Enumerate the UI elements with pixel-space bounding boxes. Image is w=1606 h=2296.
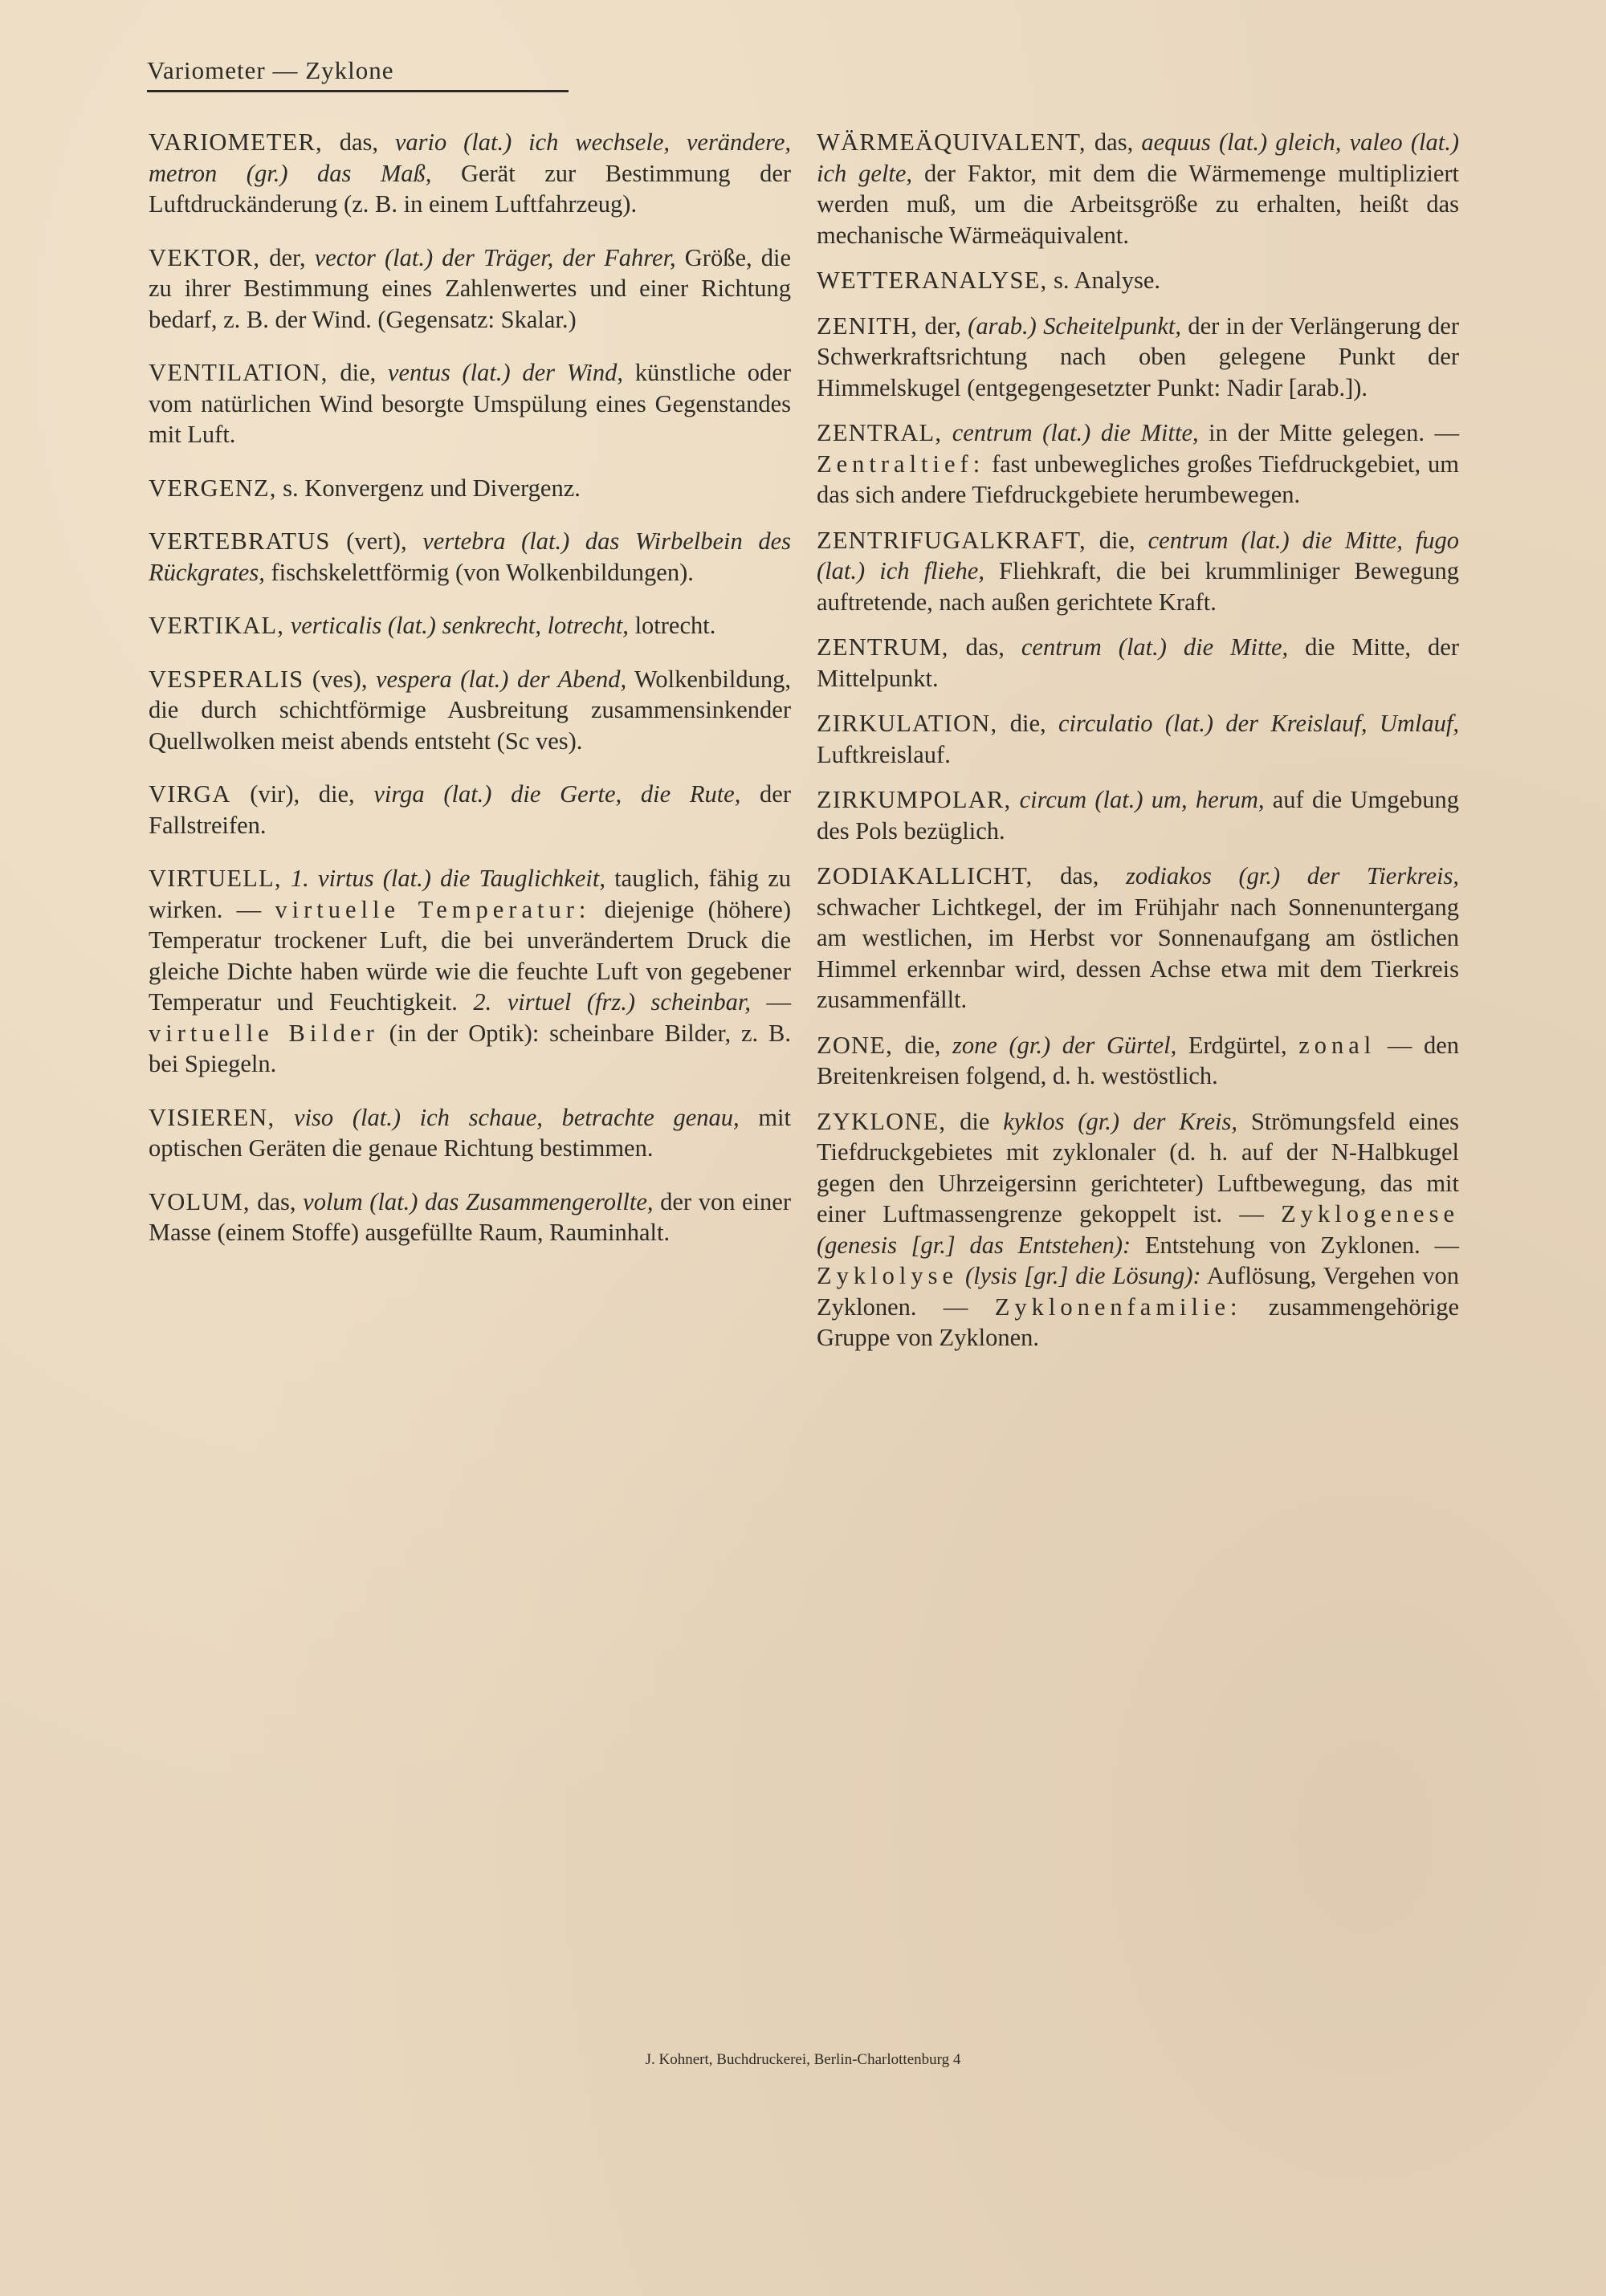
entry-zentrifugalkraft (817, 525, 1459, 618)
definition: künstliche oder vom natürlichen Wind besorgte Umspülung eines Gegenstandes mit Luft. (149, 359, 791, 448)
spaced-term: virtuelle Temperatur: (275, 895, 591, 923)
entry-vertebratus (149, 526, 791, 588)
headword: VARIOMETER, (149, 128, 323, 156)
entry-text: das, (322, 128, 395, 156)
entry-text: das, (1086, 128, 1142, 156)
entry-text (1011, 786, 1019, 813)
headword: ZENTRAL, (817, 419, 943, 446)
entry-text: (ves), (304, 665, 376, 693)
entry-ventilation (149, 357, 791, 450)
headword: VOLUM, (149, 1187, 251, 1215)
etymology: (lysis [gr.] die Lösung): (958, 1262, 1201, 1289)
headword: ZIRKULATION, (817, 710, 998, 737)
etymology: verticalis (lat.) senkrecht, lotrecht, (290, 612, 629, 639)
entry-text: der, (260, 243, 315, 271)
definition: Wolkenbildung, die durch schichtförmige Ausbreitung zusammensinkender Quellwolken meist abends entsteht (Sc ves). (149, 665, 791, 755)
entry-zentrum (817, 632, 1459, 694)
definition: auf die Umgebung des Pols bezüglich. (817, 786, 1459, 845)
entry-zyklone (817, 1106, 1459, 1354)
etymology: ventus (lat.) der Wind, (387, 359, 624, 386)
entry-text (282, 865, 291, 892)
headword: VISIEREN, (149, 1103, 275, 1131)
etymology: kyklos (gr.) der Kreis, (1003, 1107, 1237, 1135)
definition: mit optischen Geräten die genaue Richtung bestimmen. (149, 1103, 791, 1162)
entry-zirkumpolar (817, 784, 1459, 846)
definition: der Fallstreifen. (149, 780, 791, 839)
headword: ZIRKUMPOLAR, (817, 786, 1012, 813)
entry-zentral (817, 417, 1459, 511)
definition: tauglich, fähig zu wirken. — (149, 865, 792, 923)
spaced-term: Zyklonenfamilie: (994, 1293, 1242, 1321)
definition: zusammengehörige Gruppe von Zyklonen. (817, 1293, 1459, 1351)
entry-virtuell (149, 863, 791, 1080)
etymology: (genesis [gr.] das Entstehen): (817, 1231, 1131, 1259)
etymology: circum (lat.) um, herum, (1019, 786, 1265, 813)
headword: VENTILATION, (149, 359, 328, 386)
headword: ZENTRUM, (817, 633, 949, 661)
headword: ZENTRIFUGALKRAFT, (817, 526, 1086, 554)
entry-text: (vir), die, (230, 780, 374, 808)
entry-variometer (149, 127, 791, 220)
etymology: 2. virtuel (frz.) scheinbar, (473, 988, 752, 1016)
headword: VERTEBRATUS (149, 527, 331, 555)
headword: ZENITH, (817, 311, 919, 340)
etymology: aequus (lat.) gleich, valeo (lat.) ich gelte, (817, 128, 1459, 187)
etymology: volum (lat.) das Zusammengerollte, (303, 1187, 654, 1215)
headword: ZODIAKALLICHT, (817, 862, 1033, 889)
definition: Luftkreislauf. (817, 740, 951, 768)
spaced-term: virtuelle Bilder (149, 1019, 379, 1047)
definition: in der Mitte gelegen. — (1198, 419, 1459, 446)
entry-visieren (149, 1102, 791, 1164)
printer-imprint: J. Kohnert, Buchdruckerei, Berlin-Charlottenburg 4 (645, 2051, 961, 2068)
entry-text: die, (1086, 526, 1148, 554)
entry-text: der, (918, 311, 968, 340)
definition: die Mitte, der Mittelpunkt. (817, 633, 1459, 692)
etymology: circulatio (lat.) der Kreislauf, Umlauf, (1058, 710, 1459, 737)
entry-vertikal (149, 610, 791, 641)
etymology: viso (lat.) ich schaue, betrachte genau, (294, 1103, 740, 1131)
definition: der Faktor, mit dem die Wärmemenge multipliziert werden muß, um die Arbeitsgröße zu erhalten, heißt das mechanische Wärmeäquivalent. (817, 159, 1459, 249)
headword: VERGENZ, (149, 474, 277, 502)
entry-virga (149, 779, 791, 841)
definition: Erdgürtel, (1176, 1031, 1299, 1059)
entry-vektor (149, 242, 791, 336)
etymology: virga (lat.) die Gerte, die Rute, (373, 780, 741, 808)
definition: Auflösung, Vergehen von Zyklonen. — (817, 1262, 1460, 1321)
etymology: vertebra (lat.) das Wirbelbein des Rückgrates, (149, 527, 792, 586)
etymology: (arab.) Scheitelpunkt, (968, 311, 1181, 340)
definition: — (751, 988, 791, 1016)
etymology: centrum (lat.) die Mitte, fugo (lat.) ich fliehe, (817, 526, 1459, 584)
entry-zone (817, 1030, 1459, 1092)
spaced-term: zonal (1298, 1031, 1376, 1059)
spaced-term: Zentraltief: (817, 450, 985, 478)
entry-text: das, (1033, 862, 1127, 889)
definition: lotrecht. (628, 612, 716, 639)
etymology: vector (lat.) der Träger, der Fahrer, (314, 243, 676, 271)
headword: VERTIKAL, (149, 612, 285, 639)
entry-volum (149, 1187, 791, 1248)
definition: der in der Verlängerung der Schwerkraftsrichtung nach oben gelegene Punkt der Himmelskugel (entgegengesetzter Punkt: Nadir [arab.]). (817, 311, 1459, 401)
entry-zodiakallicht (817, 861, 1459, 1016)
etymology: vespera (lat.) der Abend, (375, 665, 627, 693)
etymology: zone (gr.) der Gürtel, (952, 1031, 1177, 1059)
etymology: 1. virtus (lat.) die Tauglichkeit, (290, 865, 605, 892)
entry-waermeaequivalent (817, 127, 1459, 250)
spaced-term: Zyklogenese (1281, 1200, 1459, 1227)
entry-text (284, 612, 291, 639)
entry-zirkulation (817, 708, 1459, 770)
entry-text: (vert), (330, 527, 423, 555)
running-head: Variometer — Zyklone (147, 56, 569, 92)
definition: Fliehkraft, die bei krummliniger Bewegung auftretende, nach außen gerichtete Kraft. (817, 557, 1459, 616)
headword: VEKTOR, (149, 243, 261, 271)
entry-text: die, (892, 1031, 953, 1059)
headword: VIRTUELL, (149, 865, 282, 892)
entry-text: s. Analyse. (1047, 267, 1160, 294)
entry-text: das, (948, 633, 1021, 661)
definition: Entstehung von Zyklonen. — (1131, 1231, 1459, 1259)
headword: WETTERANALYSE, (817, 267, 1048, 294)
definition: fischskelettförmig (von Wolkenbildungen). (264, 558, 694, 586)
left-column (149, 127, 791, 1271)
definition: Gerät zur Bestimmung der Luftdruckänderung (z. B. in einem Luftfahrzeug). (149, 159, 792, 218)
definition: schwacher Lichtkegel, der im Frühjahr nach Sonnenuntergang am westlichen, im Herbst vor Sonnenaufgang am östlichen Himmel erkennbar wird, dessen Achse etwa mit dem Tierkreis zusammenfällt. (817, 893, 1459, 1013)
etymology: centrum (lat.) die Mitte, (952, 419, 1199, 446)
spaced-term: Zyklolyse (817, 1262, 958, 1289)
entry-wetteranalyse (817, 265, 1459, 296)
headword: VIRGA (149, 780, 231, 808)
entry-vesperalis (149, 664, 791, 757)
entry-text: die, (328, 359, 388, 386)
right-column (817, 127, 1459, 1368)
definition: fast unbewegliches großes Tiefdruckgebiet, um das sich andere Tiefdruckgebiete herumbewegen. (817, 450, 1459, 508)
entry-text: s. Konvergenz und Divergenz. (276, 474, 581, 502)
entry-vergenz (149, 473, 791, 504)
entry-text: die (946, 1107, 1004, 1135)
headword: ZONE, (817, 1031, 893, 1059)
definition: Strömungsfeld eines Tiefdruckgebietes mit zyklonaler (d. h. auf der N-Halbkugel gegen den Uhrzeigersinn gerichteter) Luftbewegung, das mit einer Luftmassengrenze gekoppelt ist. — (817, 1107, 1459, 1227)
definition: diejenige (höhere) Temperatur trockener Luft, die bei unverändertem Druck die gleiche Dichte haben würde wie die feuchte Luft von gegebener Temperatur und Feuchtigkeit. (149, 895, 791, 1016)
definition: (in der Optik): scheinbare Bilder, z. B. bei Spiegeln. (149, 1019, 791, 1077)
definition: Größe, die zu ihrer Bestimmung eines Zahlenwertes und einer Richtung bedarf, z. B. der Wind. (Gegensatz: Skalar.) (149, 243, 791, 333)
entry-text (942, 419, 952, 446)
entry-text: das, (250, 1187, 304, 1215)
etymology: vario (lat.) ich wechsele, verändere, metron (gr.) das Maß, (149, 128, 791, 187)
headword: VESPERALIS (149, 665, 304, 693)
entry-text: die, (997, 710, 1059, 737)
definition: der von einer Masse (einem Stoffe) ausgefüllte Raum, Rauminhalt. (149, 1187, 792, 1246)
etymology: zodiakos (gr.) der Tierkreis, (1126, 862, 1459, 889)
entry-text (275, 1104, 294, 1131)
definition: — den Breitenkreisen folgend, d. h. westöstlich. (817, 1031, 1459, 1089)
headword: ZYKLONE, (817, 1107, 947, 1135)
etymology: centrum (lat.) die Mitte, (1021, 633, 1289, 661)
entry-zenith (817, 311, 1459, 404)
headword: WÄRMEÄQUIVALENT, (817, 128, 1086, 156)
